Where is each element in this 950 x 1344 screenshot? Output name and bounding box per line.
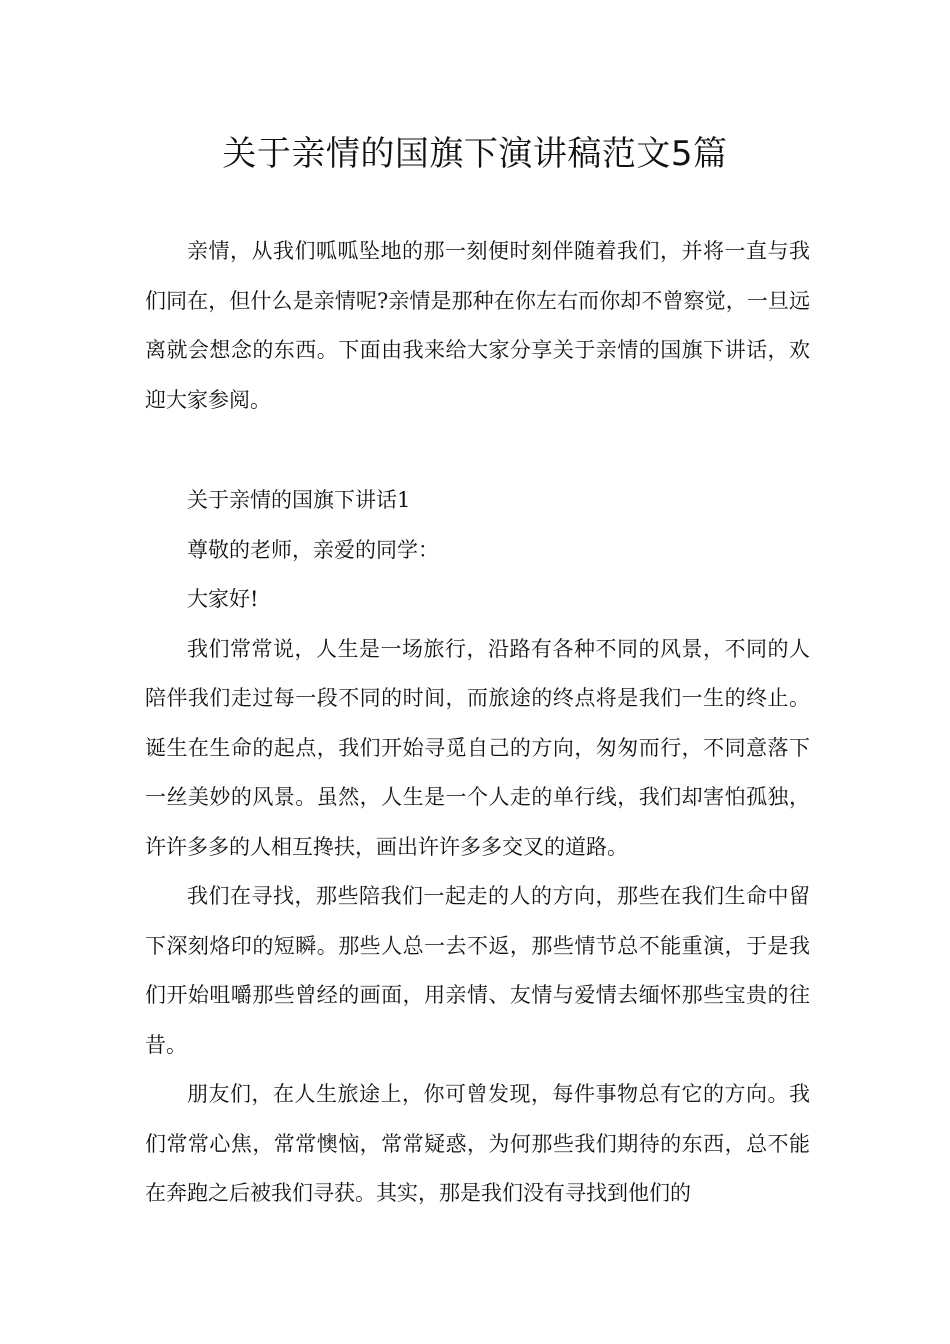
- body-paragraph: 朋友们，在人生旅途上，你可曾发现，每件事物总有它的方向。我们常常心焦，常常懊恼，常常疑惑，为何那些我们期待的东西，总不能在奔跑之后被我们寻获。其实，那是我们没有寻找到他们的: [145, 1082, 810, 1205]
- intro-block: [145, 227, 810, 425]
- greeting: 大家好!: [187, 587, 259, 611]
- intro-paragraph: 亲情，从我们呱呱坠地的那一刻便时刻伴随着我们，并将一直与我们同在，但什么是亲情呢?亲情是那种在你左右而你却不曾察觉，一旦远离就会想念的东西。下面由我来给大家分享关于亲情的国旗下讲话，欢迎大家参阅。: [145, 239, 810, 412]
- document-title: 关于亲情的国旗下演讲稿范文5篇: [222, 134, 728, 174]
- body-paragraph: 我们常常说，人生是一场旅行，沿路有各种不同的风景，不同的人陪伴我们走过每一段不同的时间，而旅途的终点将是我们一生的终止。诞生在生命的起点，我们开始寻觅自己的方向，匆匆而行，不同意落下一丝美妙的风景。虽然，人生是一个人走的单行线，我们却害怕孤独，许许多多的人相互搀扶，画出许许多多交叉的道路。: [145, 636, 810, 859]
- section-heading: 关于亲情的国旗下讲话1: [187, 488, 411, 512]
- salutation: 尊敬的老师，亲爱的同学：: [187, 537, 439, 562]
- body-paragraph: 我们在寻找，那些陪我们一起走的人的方向，那些在我们生命中留下深刻烙印的短瞬。那些人总一去不返，那些情节总不能重演，于是我们开始咀嚼那些曾经的画面，用亲情、友情与爱情去缅怀那些宝贵的往昔。: [145, 884, 810, 1057]
- speech-block: [145, 476, 810, 1219]
